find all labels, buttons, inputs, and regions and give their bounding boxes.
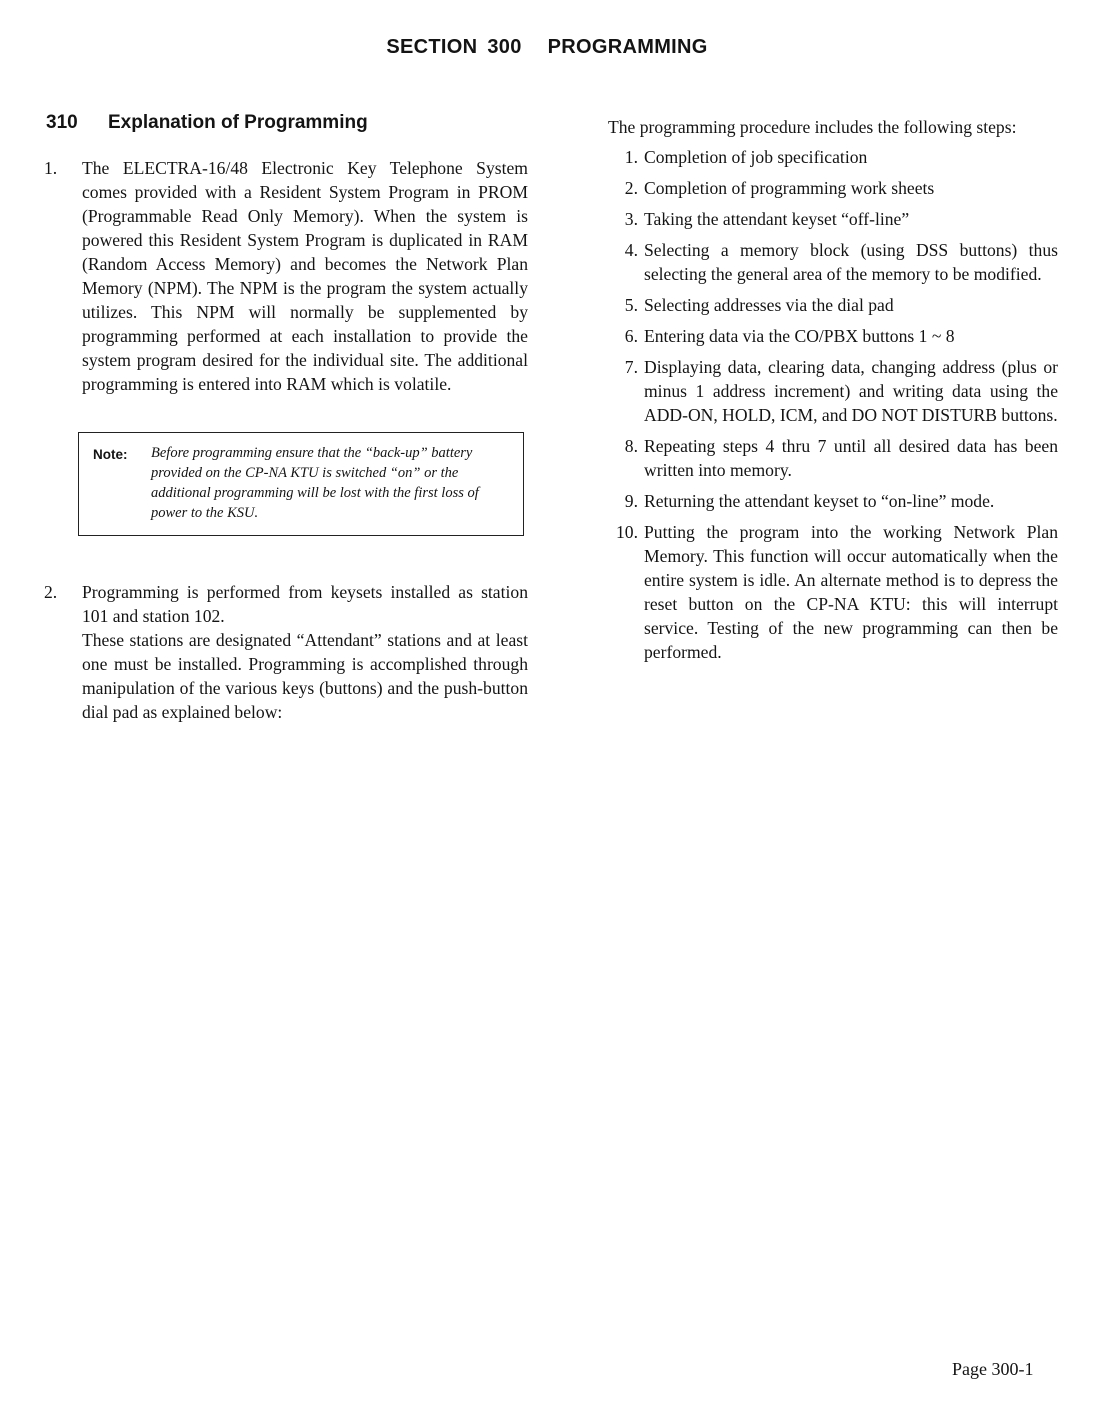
paragraph-text: The ELECTRA-16/48 Electronic Key Telephone System comes provided with a Resident System Program in PROM (Programmable Read Only Memory). When the system is powered this Resident System Program is duplicated in RAM (Random Access Memory) and becomes the Network Plan Memory (NPM). The NPM is the program the system actually utilizes. This NPM will normally be supplemented by programming performed at each installation to provide the system program desired for the individual site. The additional programming is entered into RAM which is volatile. (82, 158, 528, 394)
paragraph-number: 2. (44, 582, 58, 602)
step-number: 2. (624, 178, 638, 198)
step-item (608, 145, 1058, 169)
right-column (608, 115, 1058, 671)
paragraph-text-b: These stations are designated “Attendant” stations and at least one must be installed. Programming is accomplished through manipulation of the various keys (buttons) and the push-button dial pad as explained below: (82, 630, 528, 722)
step-number: 4. (624, 240, 638, 260)
step-text: Taking the attendant keyset “off-line” (644, 209, 910, 229)
steps-intro: The programming procedure includes the following steps: (608, 117, 1017, 137)
section-label: SECTION (386, 36, 478, 58)
left-column (44, 156, 528, 724)
page-number: Page 300-1 (952, 1359, 1034, 1379)
step-number: 10. (616, 522, 638, 542)
step-item (608, 293, 1058, 317)
section-number: 300 (487, 36, 522, 58)
step-text: Putting the program into the working Network Plan Memory. This function will occur automatically when the entire system is idle. An alternate method is to depress the reset button on the CP-NA KTU: this will interrupt service. Testing of the new programming can then be performed. (644, 522, 1058, 662)
note-label: Note: (93, 447, 128, 462)
step-item (608, 176, 1058, 200)
step-text: Selecting addresses via the dial pad (644, 295, 894, 315)
step-item (608, 324, 1058, 348)
note-box (78, 432, 524, 536)
section-header (0, 36, 1094, 59)
section-title: PROGRAMMING (547, 36, 708, 58)
step-item (608, 520, 1058, 664)
step-item (608, 434, 1058, 482)
step-item (608, 355, 1058, 427)
steps-list (608, 145, 1058, 664)
step-number: 5. (624, 295, 638, 315)
step-number: 8. (624, 436, 638, 456)
step-text: Completion of programming work sheets (644, 178, 935, 198)
step-text: Displaying data, clearing data, changing address (plus or minus 1 address increment) and writing data using the ADD-ON, HOLD, ICM, and DO NOT DISTURB buttons. (644, 357, 1058, 425)
subsection-title: Explanation of Programming (108, 112, 368, 133)
step-number: 3. (624, 209, 638, 229)
step-item (608, 489, 1058, 513)
paragraph-number: 1. (44, 158, 58, 178)
step-number: 7. (624, 357, 638, 377)
step-item (608, 238, 1058, 286)
paragraph-text-a: Programming is performed from keysets installed as station 101 and station 102. (82, 582, 528, 626)
step-item (608, 207, 1058, 231)
paragraph-1 (44, 156, 528, 396)
step-number: 9. (624, 491, 638, 511)
subsection-heading (46, 112, 368, 134)
step-text: Repeating steps 4 thru 7 until all desired data has been written into memory. (644, 436, 1058, 480)
note-text: Before programming ensure that the “back-up” battery provided on the CP-NA KTU is switched “on” or the additional programming will be lost with the first loss of power to the KSU. (151, 445, 479, 521)
subsection-number: 310 (46, 112, 78, 133)
paragraph-2 (44, 580, 528, 724)
step-text: Selecting a memory block (using DSS buttons) thus selecting the general area of the memory to be modified. (644, 240, 1058, 284)
step-text: Completion of job specification (644, 147, 868, 167)
step-text: Returning the attendant keyset to “on-line” mode. (644, 491, 995, 511)
step-number: 1. (624, 147, 638, 167)
step-number: 6. (624, 326, 638, 346)
step-text: Entering data via the CO/PBX buttons 1 ~ 8 (644, 326, 955, 346)
